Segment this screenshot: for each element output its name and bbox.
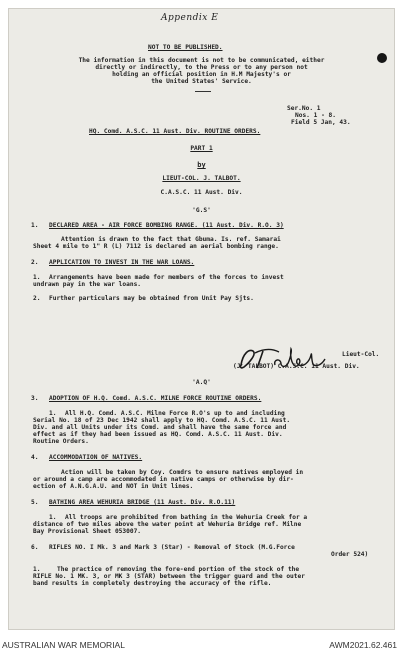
document-page [8,8,395,630]
item-6-sub-1-number: 1. [33,566,41,573]
item-4-body-line: Action will be taken by Coy. Comdrs to ensure natives employed in [61,469,304,476]
item-5-heading: BATHING AREA WEHURIA BRIDGE (11 Aust. Div. R.O.11) [49,499,236,506]
item-2-heading: APPLICATION TO INVEST IN THE WAR LOANS. [49,259,195,266]
notice-rule [195,91,211,92]
item-3-number: 3. [31,395,39,402]
item-4-body-line: or around a camp are accommodated in native camps or otherwise by dir- [33,476,294,483]
order-numbers: Nos. 1 - 8. [295,112,336,119]
item-6-number: 6. [31,544,39,551]
item-2-sub-2-number: 2. [33,295,41,302]
item-5-number: 5. [31,499,39,506]
section-aq: 'A.Q' [192,379,211,386]
item-6-heading: RIFLES NO. I Mk. 3 and Mark 3 (Star) - Removal of Stock (M.G.Force [49,544,295,551]
item-2-number: 2. [31,259,39,266]
item-4-body-line: ection of A.N.G.A.U. and NOT in Unit lines. [33,483,194,490]
by-line: by [197,161,206,169]
archive-footer [0,636,401,653]
item-4-number: 4. [31,454,39,461]
item-3-body-line: Div. and all Units under its Comd. and shall have the same force and [33,424,287,431]
item-5-body-line: distance of two miles above the water point at Wehuria Bridge ref. Milne [33,521,302,528]
item-2-body-line: Further particulars may be obtained from Unit Pay Sjts. [49,295,254,302]
item-4-heading: ACCOMMODATION OF NATIVES. [49,454,143,461]
item-1-heading: DECLARED AREA - AIR FORCE BOMBING RANGE. (11 Aust. Div. R.O. 3) [49,222,284,229]
officer-name: LIEUT-COL. J. TALBOT. [162,175,241,182]
item-6-heading-reference: Order 524) [331,551,369,558]
item-3-body-line: All H.Q. Comd. A.S.C. Milne Force R.O's up to and including [65,410,285,417]
notice-line-1: The information in this document is not to be communicated, either [78,57,325,64]
footer-accession-number: AWM2021.62.461 [329,640,397,650]
item-5-body-line: Bay Provisional Sheet 053007. [33,528,142,535]
section-gs: 'G.S' [192,207,211,214]
notice-line-4: the United States' Service. [151,78,252,85]
officer-unit: C.A.S.C. 11 Aust. Div. [160,189,243,196]
footer-institution: AUSTRALIAN WAR MEMORIAL [2,640,125,650]
item-1-number: 1. [31,222,39,229]
item-2-sub-1-number: 1. [33,274,41,281]
item-3-body-line: Serial No. 18 of 23 Dec 1942 shall apply to HQ. Comd. A.S.C. 11 Aust. [33,417,291,424]
item-3-heading: ADOPTION OF H.Q. Comd. A.S.C. MILNE FORCE ROUTINE ORDERS. [49,395,262,402]
notice-line-2: directly or indirectly, to the Press or to any person not [95,64,308,71]
part-title: PART 1 [190,145,213,152]
item-3-sub-1-number: 1. [49,410,57,417]
item-2-body-line: Arrangements have been made for members of the forces to invest [49,274,284,281]
appendix-annotation: Appendix E [161,13,219,23]
item-1-body-line: Attention is drawn to the fact that Gbuma. Is. ref. Samarai [61,236,281,243]
item-5-sub-1-number: 1. [49,514,57,521]
signature-block: (J. TALBOT) C.A.S.C. 11 Aust. Div. [233,363,360,370]
item-6-body-line: The practice of removing the fore-end portion of the stock of the [57,566,300,573]
item-2-body-line: undrawn pay in the war loans. [33,281,142,288]
notice-line-3: holding an official position in H.M Majesty's or [112,71,291,78]
item-6-body-line: band results in completely destroying the accuracy of the rifle. [33,580,272,587]
item-3-body-line: Routine Orders. [33,438,89,445]
item-3-body-line: effect as if they had been issued as HQ. Comd. A.S.C. 11 Aust. Div. [33,431,283,438]
routine-orders-title: HQ. Comd. A.S.C. 11 Aust. Div. ROUTINE ORDERS. [89,128,261,135]
field-date: Field 5 Jan, 43. [291,119,351,126]
item-6-body-line: RIFLE No. 1 MK. 3, or MK 3 (STAR) between the trigger guard and the outer [33,573,305,580]
restriction-heading: NOT TO BE PUBLISHED. [148,44,223,51]
serial-number: Ser.No. 1 [287,105,321,112]
item-1-body-line: Sheet 4 mile to 1" R (L) 7112 is declared an aerial bombing range. [33,243,279,250]
signatory-rank: Lieut-Col. [342,351,380,358]
item-5-body-line: All troops are prohibited from bathing in the Wehuria Creek for a [65,514,308,521]
